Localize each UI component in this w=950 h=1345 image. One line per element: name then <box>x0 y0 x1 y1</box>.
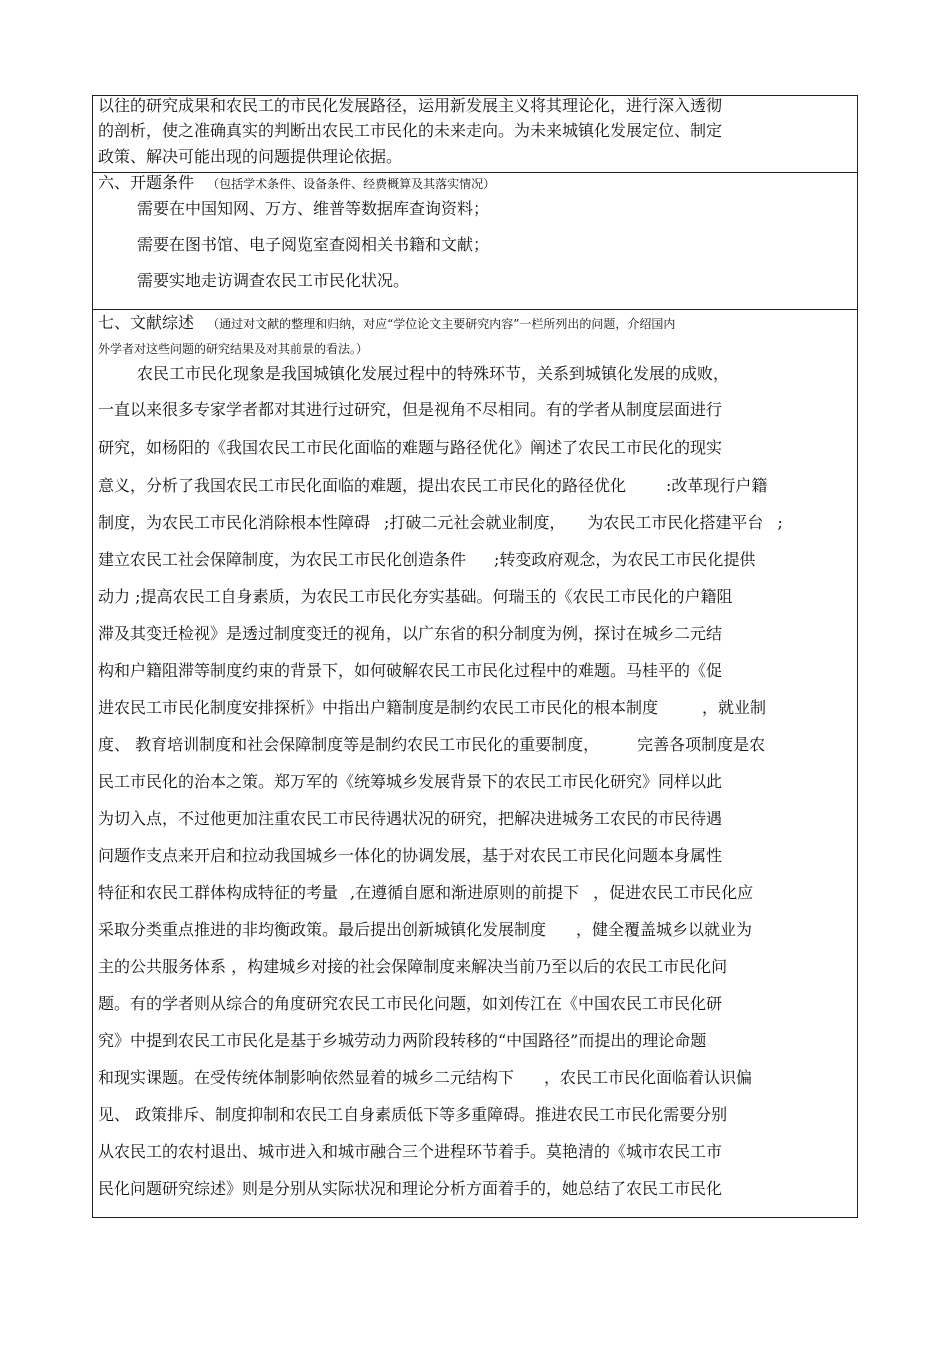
body-line <box>98 735 765 755</box>
body-segment: :改革现行户籍 <box>666 476 768 495</box>
body-segment: 意义，分析了我国农民工市民化面临的难题，提出农民工市民化的路径优化 <box>98 476 627 495</box>
body-segment: 制度，为农民工市民化消除根本性障碍 <box>98 513 371 532</box>
section7-title: 七、文献综述 <box>98 313 195 332</box>
section6-heading <box>98 173 495 194</box>
body-line: 农民工市民化现象是我国城镇化发展过程中的特殊环节，关系到城镇化发展的成败， <box>137 364 730 383</box>
body-segment: ,在遵循自愿和渐进原则的前提下 <box>350 883 580 902</box>
body-segment: ，促进农民工市民化应 <box>593 883 754 902</box>
body-line: 民化问题研究综述》则是分别从实际状况和理论分析方面着手的，她总结了农民工市民化 <box>98 1179 723 1198</box>
body-segment: ，农民工市民化面临着认识偏 <box>544 1068 753 1087</box>
body-segment: 采取分类重点推进的非均衡政策。最后提出创新城镇化发展制度 <box>98 920 547 939</box>
body-segment: ;打破二元社会就业制度， <box>384 513 566 532</box>
body-line: 构和户籍阻滞等制度约束的背景下，如何破解农民工市民化过程中的难题。马桂平的《促 <box>98 661 723 680</box>
body-segment: ;转变政府观念，为农民工市民化提供 <box>494 550 756 569</box>
body-line: 问题作支点来开启和拉动我国城乡一体化的协调发展，基于对农民工市民化问题本身属性 <box>98 846 723 865</box>
section6-item: 需要在中国知网、万方、维普等数据库查询资料； <box>137 199 490 218</box>
body-line: 题。有的学者则从综合的角度研究农民工市民化问题，如刘传江在《中国农民工市民化研 <box>98 994 723 1013</box>
section7-heading <box>98 313 675 334</box>
body-line <box>98 1068 752 1088</box>
body-line <box>98 476 767 496</box>
body-segment: 和现实课题。在受传统体制影响依然显着的城乡二元结构下 <box>98 1068 515 1087</box>
top-text-line: 政策、解决可能出现的问题提供理论依据。 <box>98 147 403 166</box>
body-line: 究》中提到农民工市民化是基于乡城劳动力两阶段转移的“中国路径”而提出的理论命题 <box>98 1031 707 1050</box>
section7-note: （通过对文献的整理和归纳，对应“学位论文主要研究内容”一栏所列出的问题，介绍国内 <box>207 317 676 331</box>
body-line: 一直以来很多专家学者都对其进行过研究，但是视角不尽相同。有的学者从制度层面进行 <box>98 400 723 419</box>
section7-note-line2: 外学者对这些问题的研究结果及对其前景的看法。） <box>98 342 369 356</box>
body-line <box>98 883 753 903</box>
body-line <box>98 698 766 718</box>
body-line: 主的公共服务体系 ，构建城乡对接的社会保障制度来解决当前乃至以后的农民工市民化问 <box>98 957 728 976</box>
body-segment: 进农民工市民化制度安排探析》中指出户籍制度是制约农民工市民化的根本制度 <box>98 698 659 717</box>
body-segment: 度、 教育培训制度和社会保障制度等是制约农民工市民化的重要制度， <box>98 735 600 754</box>
body-line: 见、 政策排斥、制度抑制和农民工自身素质低下等多重障碍。推进农民工市民化需要分别 <box>98 1105 728 1124</box>
section6-item: 需要实地走访调查农民工市民化状况。 <box>137 271 410 290</box>
body-line <box>98 920 752 940</box>
body-line: 动力 ;提高农民工自身素质，为农民工市民化夯实基础。何瑞玉的《农民工市民化的户籍阻 <box>98 587 733 606</box>
body-line: 从农民工的农村退出、城市进入和城市融合三个进程环节着手。莫艳清的《城市农民工市 <box>98 1142 723 1161</box>
section6-title: 六、开题条件 <box>98 173 195 192</box>
body-line <box>98 550 755 570</box>
section6-note: （包括学术条件、设备条件、经费概算及其落实情况） <box>207 177 496 191</box>
body-segment: ; <box>777 513 783 532</box>
body-line: 为切入点，不过他更加注重农民工市民待遇状况的研究，把解决进城务工农民的市民待遇 <box>98 809 723 828</box>
body-segment: 完善各项制度是农 <box>637 735 766 754</box>
section6-item: 需要在图书馆、电子阅览室查阅相关书籍和文献； <box>137 235 490 254</box>
body-line: 民工市民化的治本之策。郑万军的《统筹城乡发展背景下的农民工市民化研究》同样以此 <box>98 772 723 791</box>
top-text-line: 以往的研究成果和农民工的市民化发展路径，运用新发展主义将其理论化，进行深入透彻 <box>98 96 723 115</box>
body-segment: 建立农民工社会保障制度，为农民工市民化创造条件 <box>98 550 467 569</box>
body-line: 研究，如杨阳的《我国农民工市民化面临的难题与路径优化》阐述了农民工市民化的现实 <box>98 438 723 457</box>
body-segment: ，健全覆盖城乡以就业为 <box>576 920 753 939</box>
body-segment: 特征和农民工群体构成特征的考量 <box>98 883 339 902</box>
body-segment: ，就业制 <box>702 698 767 717</box>
row-divider-2 <box>93 309 857 310</box>
body-segment: 为农民工市民化搭建平台 <box>587 513 764 532</box>
body-line <box>98 513 783 533</box>
body-line: 滞及其变迁检视》是透过制度变迁的视角，以广东省的积分制度为例，探讨在城乡二元结 <box>98 624 723 643</box>
top-text-line: 的剖析，使之准确真实的判断出农民工市民化的未来走向。为未来城镇化发展定位、制定 <box>98 121 723 140</box>
